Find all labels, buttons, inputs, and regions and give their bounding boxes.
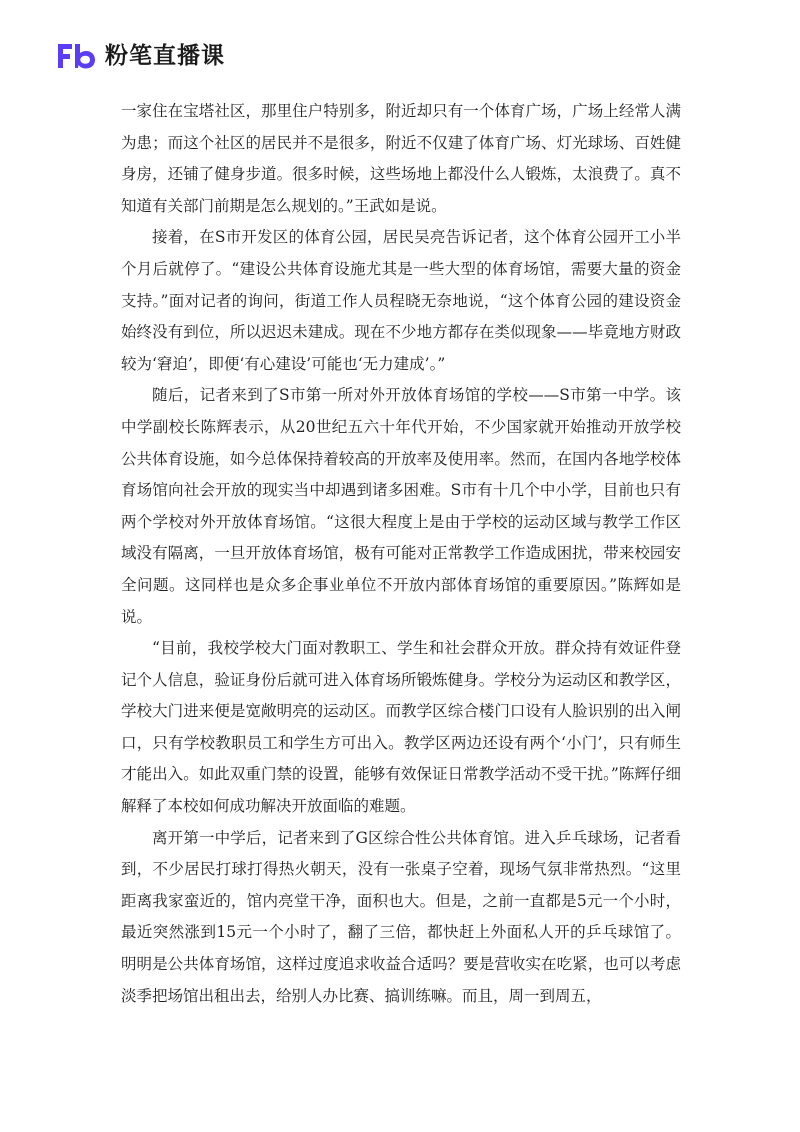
fenbi-logo-icon xyxy=(55,40,99,72)
paragraph: 随后，记者来到了S市第一所对外开放体育场馆的学校——S市第一中学。该中学副校长陈辉表示，从20世纪五六十年代开始，不少国家就开始推动开放学校公共体育设施，如今总体保持着较高的开放率及使用率。然而，在国内各地学校体育场馆向社会开放的现实当中却遇到诸多困难。S市有十几个中小学，目前也只有两个学校对外开放体育场馆。“这很大程度上是由于学校的运动区域与教学工作区域没有隔离，一旦开放体育场馆，极有可能对正常教学工作造成困扰，带来校园安全问题。这同样也是众多企事业单位不开放内部体育场馆的重要原因。”陈辉如是说。 xyxy=(121,386,681,626)
paragraph: “目前，我校学校大门面对教职工、学生和社会群众开放。群众持有效证件登记个人信息，验证身份后就可进入体育场所锻炼健身。学校分为运动区和教学区，学校大门进来便是宽敞明亮的运动区。而教学区综合楼门口设有人脸识别的出入闸口，只有学校教职员工和学生方可出入。教学区两边还设有两个‘小门’，只有师生才能出入。如此双重门禁的设置，能够有效保证日常教学活动不受干扰。”陈辉仔细解释了本校如何成功解决开放面临的难题。 xyxy=(121,639,681,816)
paragraph: 接着，在S市开发区的体育公园，居民吴亮告诉记者，这个体育公园开工小半个月后就停了。“建设公共体育设施尤其是一些大型的体育场馆，需要大量的资金支持。”面对记者的询问，街道工作人员程晓无奈地说，“这个体育公园的建设资金始终没有到位，所以迟迟未建成。现在不少地方都存在类似现象——毕竟地方财政较为‘窘迫’，即便‘有心建设’可能也‘无力建成’。” xyxy=(121,228,681,373)
paragraph: 一家住在宝塔社区，那里住户特别多，附近却只有一个体育广场，广场上经常人满为患；而这个社区的居民并不是很多，附近不仅建了体育广场、灯光球场、百姓健身房，还铺了健身步道。很多时候，这些场地上都没什么人锻炼，太浪费了。真不知道有关部门前期是怎么规划的。”王武如是说。 xyxy=(121,102,681,215)
paragraph: 离开第一中学后，记者来到了G区综合性公共体育馆。进入乒乓球场，记者看到，不少居民打球打得热火朝天，没有一张桌子空着，现场气氛非常热烈。“这里距离我家蛮近的，馆内亮堂干净，面积也大。但是，之前一直都是5元一个小时，最近突然涨到15元一个小时了，翻了三倍，都快赶上外面私人开的乒乓球馆了。明明是公共体育场馆，这样过度追求收益合适吗？要是营收实在吃紧，也可以考虑淡季把场馆出租出去，给别人办比赛、搞训练嘛。而且，周一到周五， xyxy=(121,828,681,1005)
article-body xyxy=(121,96,681,1012)
brand-name: 粉笔直播课 xyxy=(105,43,225,69)
page-header xyxy=(55,38,225,74)
